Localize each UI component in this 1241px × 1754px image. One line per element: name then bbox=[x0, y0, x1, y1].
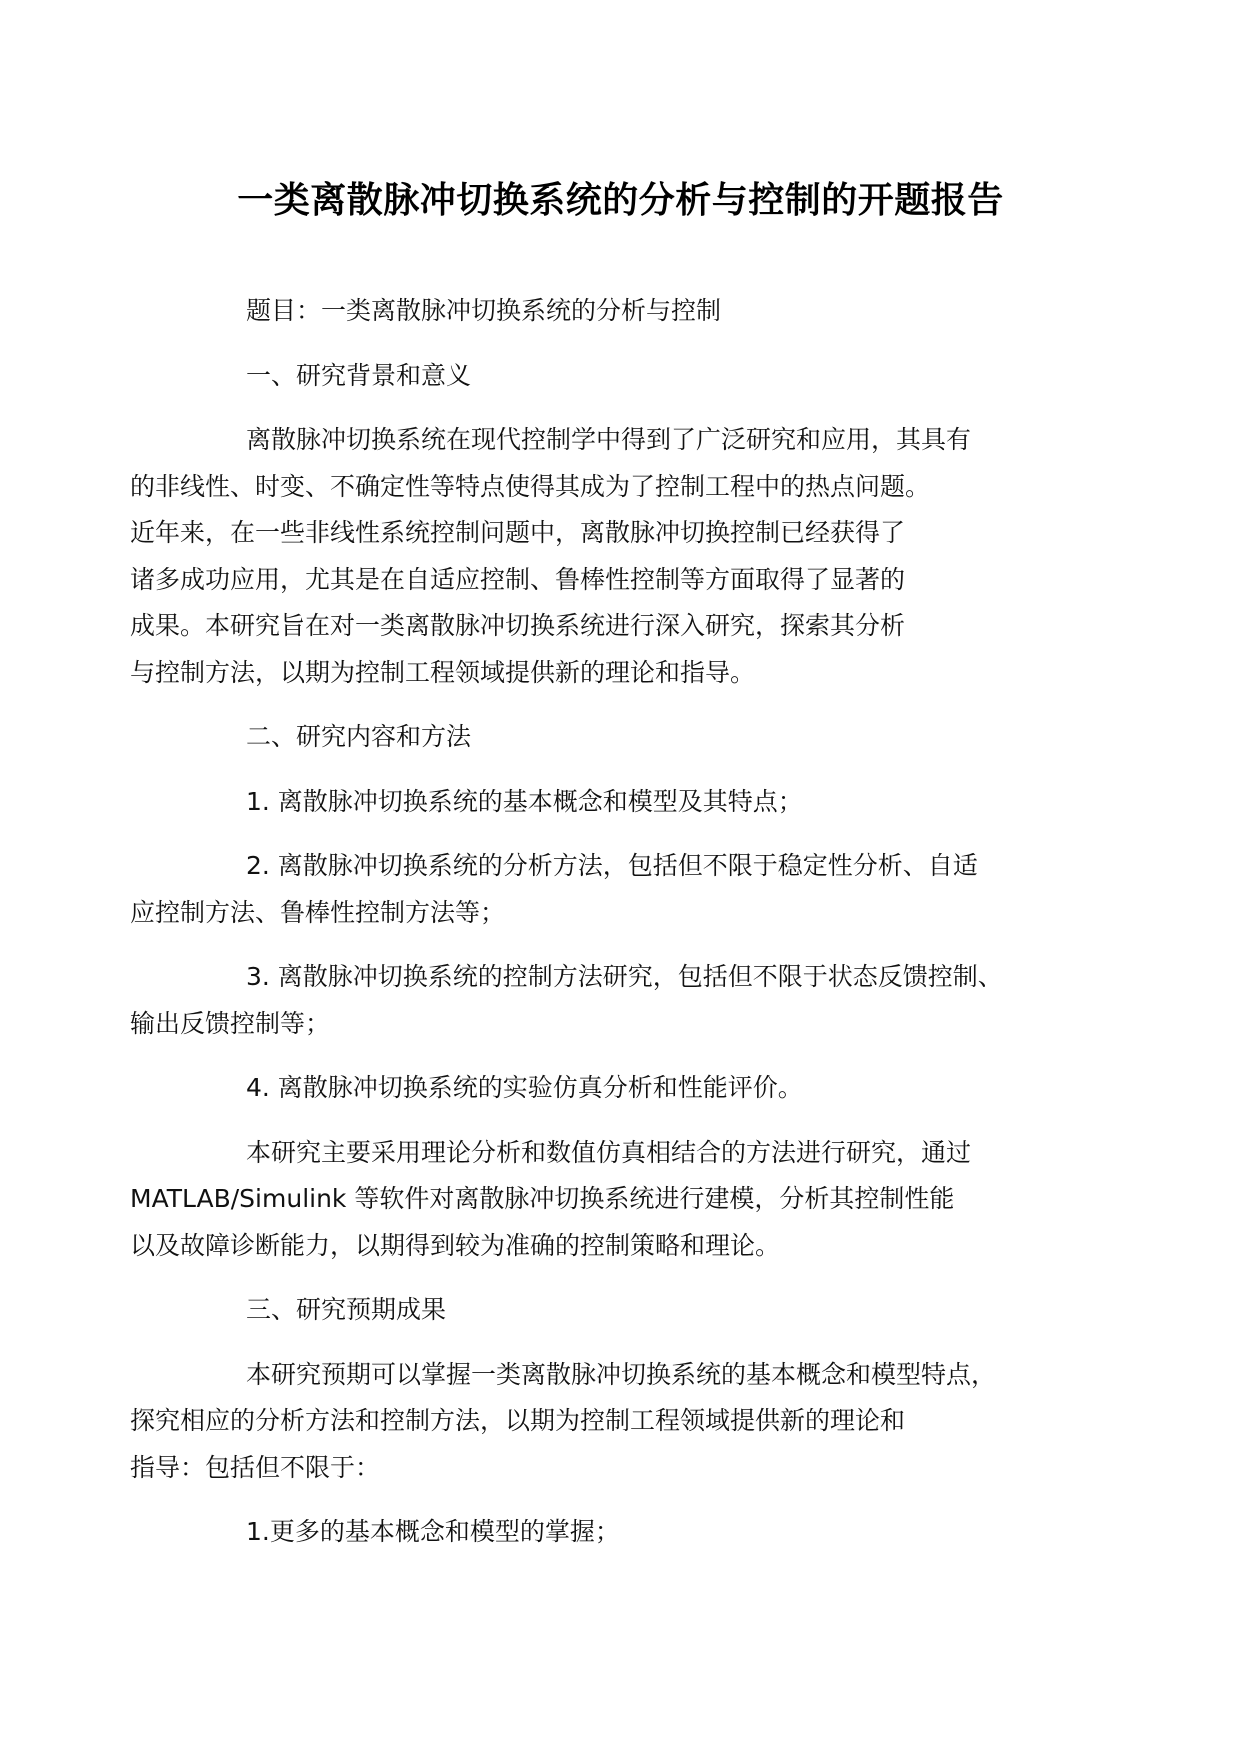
section-heading-content-methods: 二、研究内容和方法 bbox=[246, 722, 472, 751]
text-line: 成果。本研究旨在对一类离散脉冲切换系统进行深入研究，探索其分析 bbox=[130, 611, 906, 640]
section-heading-expected-results: 三、研究预期成果 bbox=[246, 1295, 447, 1324]
text-line: 近年来，在一些非线性系统控制问题中，离散脉冲切换控制已经获得了 bbox=[130, 518, 906, 547]
text-line: 以及故障诊断能力，以期得到较为准确的控制策略和理论。 bbox=[130, 1230, 781, 1260]
list-item bbox=[188, 1509, 1078, 1556]
text-line: 1. 离散脉冲切换系统的基本概念和模型及其特点； bbox=[246, 786, 803, 816]
list-item bbox=[188, 779, 1078, 826]
list-item bbox=[130, 954, 1078, 1047]
section-heading-background: 一、研究背景和意义 bbox=[246, 360, 472, 390]
expected-results-paragraph bbox=[130, 1352, 1078, 1492]
document-body bbox=[130, 288, 1078, 1574]
text-line: 应控制方法、鲁棒性控制方法等； bbox=[130, 897, 506, 927]
text-line: 的非线性、时变、不确定性等特点使得其成为了控制工程中的热点问题。 bbox=[130, 471, 931, 501]
text-line: 1.更多的基本概念和模型的掌握； bbox=[246, 1517, 620, 1546]
list-item bbox=[130, 843, 1078, 936]
text-line: 探究相应的分析方法和控制方法，以期为控制工程领域提供新的理论和 bbox=[130, 1406, 906, 1435]
text-line: 本研究预期可以掌握一类离散脉冲切换系统的基本概念和模型特点， bbox=[246, 1359, 997, 1389]
text-line: 本研究主要采用理论分析和数值仿真相结合的方法进行研究，通过 bbox=[246, 1137, 972, 1167]
text-line: 4. 离散脉冲切换系统的实验仿真分析和性能评价。 bbox=[246, 1073, 803, 1102]
text-line: 2. 离散脉冲切换系统的分析方法，包括但不限于稳定性分析、自适 bbox=[246, 851, 978, 880]
text-line: 离散脉冲切换系统在现代控制学中得到了广泛研究和应用，其具有 bbox=[246, 425, 972, 454]
text-line: 与控制方法，以期为控制工程领域提供新的理论和指导。 bbox=[130, 657, 756, 687]
text-line: MATLAB/Simulink 等软件对离散脉冲切换系统进行建模，分析其控制性能 bbox=[130, 1184, 955, 1213]
text-line: 诸多成功应用，尤其是在自适应控制、鲁棒性控制等方面取得了显著的 bbox=[130, 564, 906, 594]
method-paragraph bbox=[130, 1130, 1078, 1270]
text-line: 3. 离散脉冲切换系统的控制方法研究，包括但不限于状态反馈控制、 bbox=[246, 962, 1003, 991]
subject-line: 题目：一类离散脉冲切换系统的分析与控制 bbox=[246, 296, 722, 325]
text-line: 输出反馈控制等； bbox=[130, 1008, 331, 1038]
text-line: 指导：包括但不限于： bbox=[130, 1452, 381, 1482]
background-paragraph bbox=[130, 417, 1078, 696]
document-title: 一类离散脉冲切换系统的分析与控制的开题报告 bbox=[237, 180, 1004, 221]
list-item bbox=[188, 1065, 1078, 1112]
